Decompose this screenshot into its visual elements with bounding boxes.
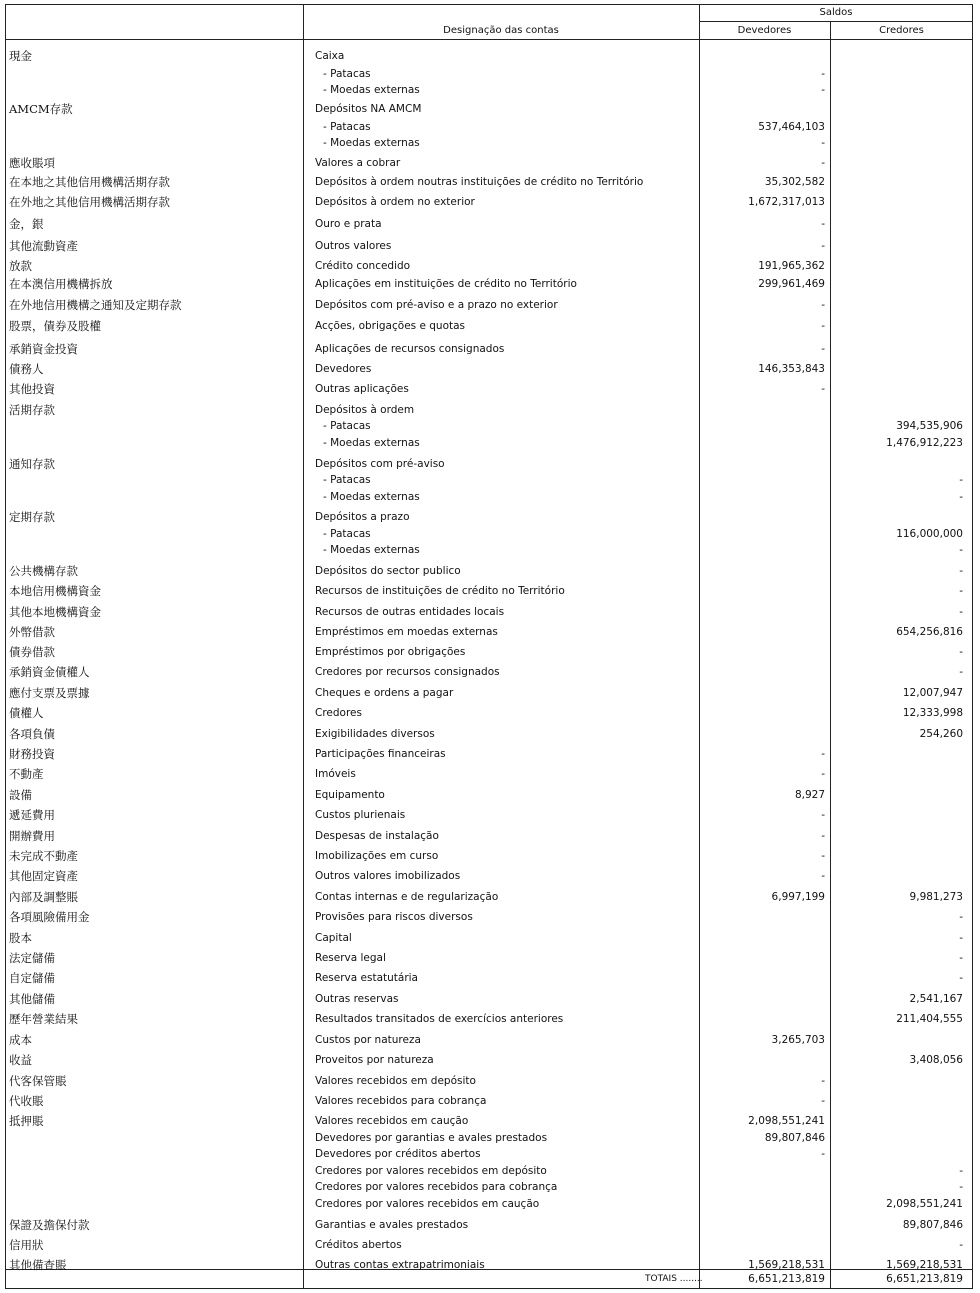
table-row bbox=[5, 1146, 973, 1162]
chinese-label: 承銷資金投資 bbox=[9, 342, 78, 356]
table-row bbox=[5, 807, 973, 823]
devedores-value: - bbox=[821, 768, 825, 780]
credores-value: - bbox=[959, 1181, 963, 1193]
portuguese-label: Empréstimos por obrigações bbox=[315, 646, 466, 658]
table-row bbox=[5, 381, 973, 397]
table-row bbox=[5, 848, 973, 864]
devedores-value: 191,965,362 bbox=[758, 260, 825, 272]
portuguese-label: - Patacas bbox=[323, 528, 371, 540]
chinese-label: 定期存款 bbox=[9, 510, 55, 524]
header-bottom-border bbox=[5, 39, 973, 40]
portuguese-label: Capital bbox=[315, 932, 352, 944]
chinese-label: 各項負債 bbox=[9, 727, 55, 741]
table-row bbox=[5, 1113, 973, 1129]
table-row bbox=[5, 361, 973, 377]
credores-header: Credores bbox=[879, 25, 924, 36]
chinese-label: 活期存款 bbox=[9, 403, 55, 417]
portuguese-label: Cheques e ordens a pagar bbox=[315, 687, 454, 699]
table-row bbox=[5, 1179, 973, 1195]
table-row bbox=[5, 48, 973, 64]
chinese-label: 成本 bbox=[9, 1033, 32, 1047]
chinese-label: 現金 bbox=[9, 49, 32, 63]
table-row bbox=[5, 526, 973, 542]
credores-value: - bbox=[959, 646, 963, 658]
table-row bbox=[5, 119, 973, 135]
portuguese-label: Depósitos a prazo bbox=[315, 511, 410, 523]
totals-devedores: 6,651,213,819 bbox=[748, 1273, 825, 1285]
totals-label: TOTAIS ........ bbox=[645, 1274, 703, 1284]
chinese-label: 應收賬項 bbox=[9, 156, 55, 170]
table-row bbox=[5, 1163, 973, 1179]
table-row bbox=[5, 726, 973, 742]
totals-row bbox=[5, 1271, 973, 1287]
credores-value: - bbox=[959, 1239, 963, 1251]
chinese-label: 其他備查賬 bbox=[9, 1258, 67, 1272]
credores-value: - bbox=[959, 932, 963, 944]
portuguese-label: Contas internas e de regularização bbox=[315, 891, 499, 903]
credores-value: - bbox=[959, 544, 963, 556]
portuguese-label: Depósitos à ordem bbox=[315, 404, 415, 416]
devedores-value: 1,569,218,531 bbox=[748, 1259, 825, 1271]
credores-value: 1,476,912,223 bbox=[886, 437, 963, 449]
saldos-divider bbox=[699, 21, 973, 22]
portuguese-label: - Patacas bbox=[323, 121, 371, 133]
portuguese-label: - Moedas externas bbox=[323, 491, 420, 503]
devedores-value: - bbox=[821, 383, 825, 395]
portuguese-label: Caixa bbox=[315, 50, 345, 62]
table-row bbox=[5, 1237, 973, 1253]
portuguese-label: Outras aplicações bbox=[315, 383, 409, 395]
portuguese-label: Exigibilidades diversos bbox=[315, 728, 435, 740]
chinese-label: 各項風險備用金 bbox=[9, 910, 90, 924]
portuguese-label: Recursos de outras entidades locais bbox=[315, 606, 505, 618]
table-row bbox=[5, 563, 973, 579]
table-row bbox=[5, 1032, 973, 1048]
table-row bbox=[5, 705, 973, 721]
bottom-border bbox=[5, 1288, 973, 1289]
credores-value: - bbox=[959, 972, 963, 984]
credores-value: 12,007,947 bbox=[902, 687, 963, 699]
devedores-value: - bbox=[821, 748, 825, 760]
portuguese-label: - Patacas bbox=[323, 68, 371, 80]
table-row bbox=[5, 258, 973, 274]
table-row bbox=[5, 583, 973, 599]
table-row bbox=[5, 1196, 973, 1212]
credores-value: 3,408,056 bbox=[909, 1054, 963, 1066]
portuguese-label: Provisões para riscos diversos bbox=[315, 911, 473, 923]
portuguese-label: Crédito concedido bbox=[315, 260, 411, 272]
portuguese-label: Ouro e prata bbox=[315, 218, 382, 230]
chinese-label: 在本地之其他信用機構活期存款 bbox=[9, 175, 170, 189]
portuguese-label: Credores por valores recebidos para cobrança bbox=[315, 1181, 558, 1193]
portuguese-label: Depósitos NA AMCM bbox=[315, 103, 422, 115]
table-row bbox=[5, 868, 973, 884]
devedores-value: 8,927 bbox=[794, 789, 825, 801]
table-row bbox=[5, 991, 973, 1007]
table-row bbox=[5, 1011, 973, 1027]
chinese-label: 其他投資 bbox=[9, 382, 55, 396]
credores-value: - bbox=[959, 606, 963, 618]
portuguese-label: Equipamento bbox=[315, 789, 385, 801]
totals-credores: 6,651,213,819 bbox=[886, 1273, 963, 1285]
chinese-label: 其他本地機構資金 bbox=[9, 605, 101, 619]
portuguese-label: - Moedas externas bbox=[323, 544, 420, 556]
devedores-value: - bbox=[821, 218, 825, 230]
table-row bbox=[5, 341, 973, 357]
credores-value: 9,981,273 bbox=[909, 891, 963, 903]
table-row bbox=[5, 930, 973, 946]
portuguese-label: Despesas de instalação bbox=[315, 830, 439, 842]
table-row bbox=[5, 435, 973, 451]
portuguese-label: Imobilizações em curso bbox=[315, 850, 439, 862]
portuguese-label: Credores por valores recebidos em depósito bbox=[315, 1165, 547, 1177]
table-row bbox=[5, 766, 973, 782]
devedores-value: - bbox=[821, 84, 825, 96]
devedores-value: - bbox=[821, 1148, 825, 1160]
table-row bbox=[5, 297, 973, 313]
chinese-label: 開辦費用 bbox=[9, 829, 55, 843]
table-row bbox=[5, 624, 973, 640]
chinese-label: 代客保管賬 bbox=[9, 1074, 67, 1088]
portuguese-label: - Patacas bbox=[323, 420, 371, 432]
devedores-value: 146,353,843 bbox=[758, 363, 825, 375]
table-row bbox=[5, 276, 973, 292]
credores-value: - bbox=[959, 1165, 963, 1177]
chinese-label: 其他流動資產 bbox=[9, 239, 78, 253]
table-row bbox=[5, 402, 973, 418]
table-row bbox=[5, 644, 973, 660]
portuguese-label: Aplicações em instituições de crédito no Território bbox=[315, 278, 577, 290]
portuguese-label: Credores por recursos consignados bbox=[315, 666, 500, 678]
chinese-label: 公共機構存款 bbox=[9, 564, 78, 578]
devedores-value: 6,997,199 bbox=[771, 891, 825, 903]
balance-sheet bbox=[5, 4, 973, 1289]
credores-value: 1,569,218,531 bbox=[886, 1259, 963, 1271]
chinese-label: 在外地信用機構之通知及定期存款 bbox=[9, 298, 182, 312]
chinese-label: 應付支票及票據 bbox=[9, 686, 90, 700]
portuguese-label: - Moedas externas bbox=[323, 437, 420, 449]
devedores-header: Devedores bbox=[737, 25, 792, 36]
credores-value: - bbox=[959, 585, 963, 597]
chinese-label: 承銷資金債權人 bbox=[9, 665, 90, 679]
portuguese-label: Depósitos à ordem noutras instituições de crédito no Território bbox=[315, 176, 644, 188]
portuguese-label: Depósitos com pré-aviso bbox=[315, 458, 445, 470]
portuguese-label: Reserva legal bbox=[315, 952, 386, 964]
portuguese-label: Recursos de instituições de crédito no Território bbox=[315, 585, 565, 597]
portuguese-label: Participações financeiras bbox=[315, 748, 446, 760]
chinese-label: 遞延費用 bbox=[9, 808, 55, 822]
portuguese-label: Garantias e avales prestados bbox=[315, 1219, 469, 1231]
table-row bbox=[5, 216, 973, 232]
table-row bbox=[5, 174, 973, 190]
chinese-label: 股票，債券及股權 bbox=[9, 319, 101, 333]
credores-value: - bbox=[959, 491, 963, 503]
devedores-value: - bbox=[821, 870, 825, 882]
saldos-header: Saldos bbox=[819, 7, 853, 18]
table-row bbox=[5, 746, 973, 762]
portuguese-label: Reserva estatutária bbox=[315, 972, 418, 984]
credores-value: - bbox=[959, 911, 963, 923]
portuguese-label: Custos por natureza bbox=[315, 1034, 421, 1046]
portuguese-label: Devedores por créditos abertos bbox=[315, 1148, 481, 1160]
table-row bbox=[5, 456, 973, 472]
table-row bbox=[5, 82, 973, 98]
credores-value: 89,807,846 bbox=[902, 1219, 963, 1231]
portuguese-label: Outros valores bbox=[315, 240, 392, 252]
devedores-value: 2,098,551,241 bbox=[748, 1115, 825, 1127]
credores-value: 2,098,551,241 bbox=[886, 1198, 963, 1210]
portuguese-label: Proveitos por natureza bbox=[315, 1054, 434, 1066]
table-row bbox=[5, 1073, 973, 1089]
portuguese-label: Credores por valores recebidos em caução bbox=[315, 1198, 540, 1210]
devedores-value: 299,961,469 bbox=[758, 278, 825, 290]
portuguese-label: Depósitos com pré-aviso e a prazo no exterior bbox=[315, 299, 558, 311]
portuguese-label: Valores recebidos para cobrança bbox=[315, 1095, 487, 1107]
chinese-label: 其他固定資產 bbox=[9, 869, 78, 883]
portuguese-label: Créditos abertos bbox=[315, 1239, 402, 1251]
credores-value: 12,333,998 bbox=[902, 707, 963, 719]
portuguese-label: Aplicações de recursos consignados bbox=[315, 343, 505, 355]
designacao-header: Designação das contas bbox=[443, 25, 559, 36]
chinese-label: 法定儲備 bbox=[9, 951, 55, 965]
devedores-value: - bbox=[821, 157, 825, 169]
top-border bbox=[5, 4, 973, 5]
table-row bbox=[5, 787, 973, 803]
devedores-value: 537,464,103 bbox=[758, 121, 825, 133]
portuguese-label: Outras reservas bbox=[315, 993, 399, 1005]
devedores-value: 3,265,703 bbox=[771, 1034, 825, 1046]
chinese-label: AMCM存款 bbox=[9, 102, 73, 116]
table-row bbox=[5, 1130, 973, 1146]
table-row bbox=[5, 1217, 973, 1233]
devedores-value: - bbox=[821, 1075, 825, 1087]
chinese-label: 本地信用機構資金 bbox=[9, 584, 101, 598]
credores-value: 2,541,167 bbox=[909, 993, 963, 1005]
devedores-value: - bbox=[821, 137, 825, 149]
devedores-value: 1,672,317,013 bbox=[748, 196, 825, 208]
portuguese-label: Credores bbox=[315, 707, 362, 719]
portuguese-label: Valores a cobrar bbox=[315, 157, 401, 169]
credores-value: 654,256,816 bbox=[896, 626, 963, 638]
table-row bbox=[5, 509, 973, 525]
portuguese-label: Empréstimos em moedas externas bbox=[315, 626, 498, 638]
table-row bbox=[5, 909, 973, 925]
table-row bbox=[5, 685, 973, 701]
chinese-label: 股本 bbox=[9, 931, 32, 945]
portuguese-label: Valores recebidos em caução bbox=[315, 1115, 469, 1127]
chinese-label: 債券借款 bbox=[9, 645, 55, 659]
credores-value: 211,404,555 bbox=[896, 1013, 963, 1025]
credores-value: 394,535,906 bbox=[896, 420, 963, 432]
table-row bbox=[5, 970, 973, 986]
table-row bbox=[5, 318, 973, 334]
table-row bbox=[5, 194, 973, 210]
portuguese-label: Outras contas extrapatrimoniais bbox=[315, 1259, 485, 1271]
devedores-value: 89,807,846 bbox=[764, 1132, 825, 1144]
chinese-label: 在本澳信用機構拆放 bbox=[9, 277, 113, 291]
portuguese-label: Outros valores imobilizados bbox=[315, 870, 461, 882]
credores-value: - bbox=[959, 565, 963, 577]
chinese-label: 抵押賬 bbox=[9, 1114, 44, 1128]
devedores-value: 35,302,582 bbox=[764, 176, 825, 188]
devedores-value: - bbox=[821, 68, 825, 80]
chinese-label: 在外地之其他信用機構活期存款 bbox=[9, 195, 170, 209]
table-row bbox=[5, 604, 973, 620]
devedores-value: - bbox=[821, 343, 825, 355]
portuguese-label: - Moedas externas bbox=[323, 84, 420, 96]
chinese-label: 債務人 bbox=[9, 362, 44, 376]
portuguese-label: Valores recebidos em depósito bbox=[315, 1075, 476, 1087]
portuguese-label: Custos plurienais bbox=[315, 809, 406, 821]
table-row bbox=[5, 950, 973, 966]
credores-value: - bbox=[959, 666, 963, 678]
portuguese-label: - Patacas bbox=[323, 474, 371, 486]
portuguese-label: Acções, obrigações e quotas bbox=[315, 320, 466, 332]
credores-value: - bbox=[959, 474, 963, 486]
portuguese-label: Devedores por garantias e avales prestados bbox=[315, 1132, 548, 1144]
portuguese-label: Imóveis bbox=[315, 768, 356, 780]
table-row bbox=[5, 664, 973, 680]
devedores-value: - bbox=[821, 809, 825, 821]
table-row bbox=[5, 472, 973, 488]
chinese-label: 通知存款 bbox=[9, 457, 55, 471]
chinese-label: 代收賬 bbox=[9, 1094, 44, 1108]
table-row bbox=[5, 889, 973, 905]
chinese-label: 未完成不動產 bbox=[9, 849, 78, 863]
credores-value: 254,260 bbox=[919, 728, 963, 740]
chinese-label: 外幣借款 bbox=[9, 625, 55, 639]
credores-value: - bbox=[959, 952, 963, 964]
portuguese-label: Depósitos do sector publico bbox=[315, 565, 461, 577]
portuguese-label: Depósitos à ordem no exterior bbox=[315, 196, 475, 208]
devedores-value: - bbox=[821, 320, 825, 332]
table-row bbox=[5, 418, 973, 434]
table-row bbox=[5, 155, 973, 171]
chinese-label: 信用狀 bbox=[9, 1238, 44, 1252]
table-row bbox=[5, 101, 973, 117]
table-row bbox=[5, 66, 973, 82]
portuguese-label: Devedores bbox=[315, 363, 372, 375]
chinese-label: 金，銀 bbox=[9, 217, 44, 231]
portuguese-label: Resultados transitados de exercícios anteriores bbox=[315, 1013, 564, 1025]
chinese-label: 歷年營業結果 bbox=[9, 1012, 78, 1026]
chinese-label: 保證及擔保付款 bbox=[9, 1218, 90, 1232]
chinese-label: 放款 bbox=[9, 259, 32, 273]
chinese-label: 財務投資 bbox=[9, 747, 55, 761]
devedores-value: - bbox=[821, 850, 825, 862]
devedores-value: - bbox=[821, 830, 825, 842]
portuguese-label: - Moedas externas bbox=[323, 137, 420, 149]
table-row bbox=[5, 828, 973, 844]
table-row bbox=[5, 1052, 973, 1068]
table-row bbox=[5, 135, 973, 151]
table-row bbox=[5, 238, 973, 254]
devedores-value: - bbox=[821, 1095, 825, 1107]
credores-value: 116,000,000 bbox=[896, 528, 963, 540]
table-row bbox=[5, 1093, 973, 1109]
chinese-label: 債權人 bbox=[9, 706, 44, 720]
chinese-label: 設備 bbox=[9, 788, 32, 802]
chinese-label: 收益 bbox=[9, 1053, 32, 1067]
table-row bbox=[5, 542, 973, 558]
table-row bbox=[5, 489, 973, 505]
devedores-value: - bbox=[821, 299, 825, 311]
chinese-label: 自定儲備 bbox=[9, 971, 55, 985]
chinese-label: 不動產 bbox=[9, 767, 44, 781]
chinese-label: 內部及調整賬 bbox=[9, 890, 78, 904]
devedores-value: - bbox=[821, 240, 825, 252]
chinese-label: 其他儲備 bbox=[9, 992, 55, 1006]
